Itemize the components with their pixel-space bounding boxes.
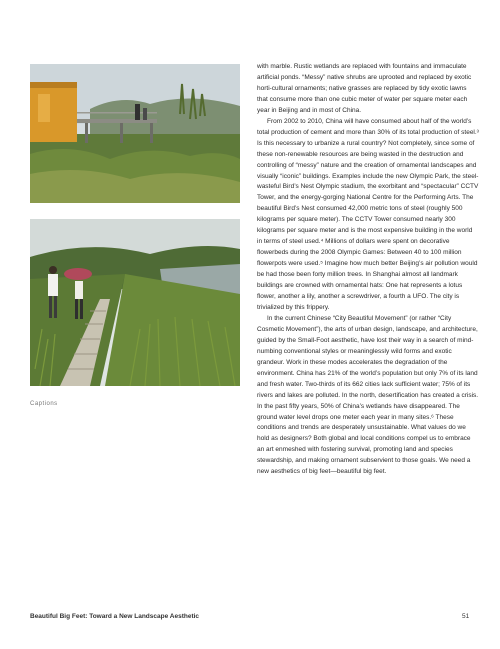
photo-caption: Captions xyxy=(30,401,58,407)
paragraph: with marble. Rustic wetlands are replaced with fountains and immaculate artificial ponds. “Messy” native shrubs are uprooted and replaced by exotic horti-cultural ornaments; native grasses are replaced by tidy exotic lawns that consume more than one cubic meter of water per square meter each year in Beijing and in most of China. xyxy=(257,63,472,114)
paragraph: In the current Chinese “City Beautiful Movement” (or rather “City Cosmetic Movement”), the arts of urban design, landscape, and architecture, guided by the Small-Foot aesthetic, have lost their way in a search of mind-numbing conventional styles or meaninglessly wild forms and exotic grandeur. Work in these modes accelerates the degradation of the environment. China has 21% of the world’s population but only 7% of its land and fresh water. Two-thirds of its 662 cities lack sufficient water; 75% of its rivers and lakes are polluted. In the north, desertification has created a crisis. In the past fifty years, 50% of China’s wetlands have disappeared. The ground water level drops one meter each year in many sites.⁶ These conditions and trends are desperately unsustainable. What values do we hold as designers? Both global and local conditions compel us to embrace an art enmeshed with fostering survival, promoting land and species stewardship, and making ornament subservient to those goals. We need a new aesthetics of big feet—beautiful big feet. xyxy=(257,314,479,476)
photo-wetland-boardwalk xyxy=(30,64,240,203)
page-number: 51 xyxy=(462,613,470,620)
article-body xyxy=(257,62,479,478)
paragraph: From 2002 to 2010, China will have consumed about half of the world’s total production of cement and more than 30% of its total production of steel.³ Is this necessary to urbanize a rural country? Not completely, since some of these non-renewable resources are being wasted in the destruction and controlling of “messy” nature and the creation of ornamental landscapes and visually “iconic” buildings. Examples include the new Olympic Park, the steel-wasteful Bird’s Nest Olympic stadium, the exorbitant and “spectacular” CCTV Tower, and the energy-gorging National Centre for the Performing Arts. The beautiful Bird’s Nest consumed 42,000 metric tons of steel (roughly 500 kilograms per square meter). The CCTV Tower consumed nearly 300 kilograms per square meter and is the most expensive building in the world in terms of steel used.⁴ Millions of dollars were spent on decorative flowerbeds during the 2008 Olympic Games: Between 40 to 100 million flowerpots were used.⁵ Imagine how much better Beijing’s air pollution would be had those been forty million trees. In Shanghai almost all landmark buildings are crowned with ornamental hats: One hat represents a lotus flower, another a lily, another a screwdriver, a fourth a UFO. The city is trivialized by this frippery. xyxy=(257,117,479,311)
running-footer-title: Beautiful Big Feet: Toward a New Landscape Aesthetic xyxy=(30,613,200,620)
photo-stepping-stone-path xyxy=(30,219,240,386)
